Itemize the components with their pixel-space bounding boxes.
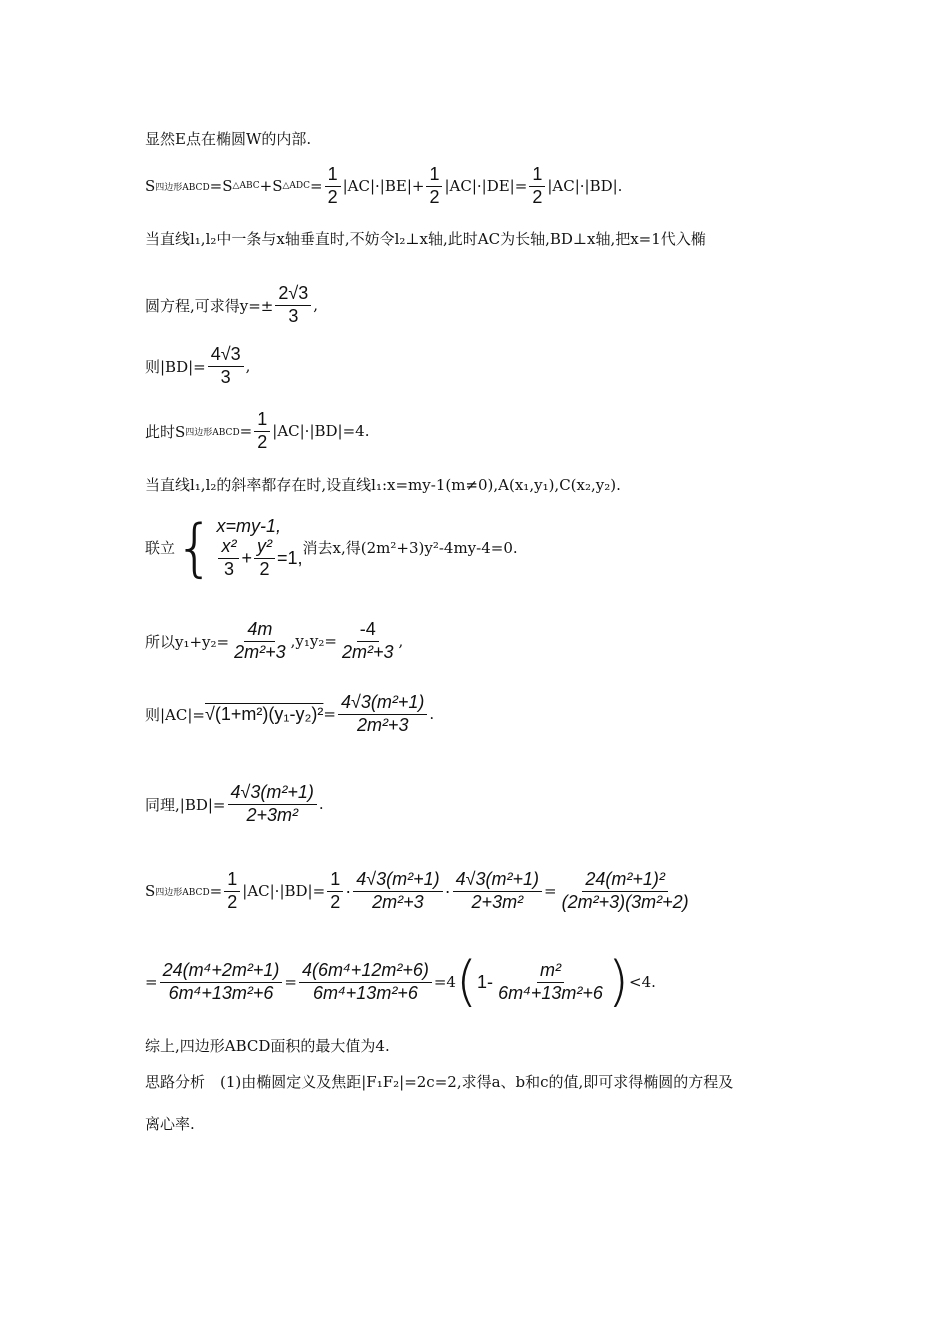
line-text: 综上,四边形ABCD面积的最大值为4. <box>145 1037 390 1055</box>
fraction-half <box>325 165 341 208</box>
numerator: 24(m²+1)² <box>582 870 668 892</box>
text-line-9 <box>145 620 403 663</box>
numerator: -4 <box>357 620 379 642</box>
denominator: 2 <box>429 186 440 207</box>
text: =1, <box>276 547 303 568</box>
denominator: 2+3m² <box>471 891 524 912</box>
s-symbol: S <box>145 177 156 196</box>
numerator: 4m <box>244 620 275 642</box>
numerator: 1 <box>426 165 442 187</box>
numerator: y² <box>254 537 275 559</box>
text: 所以y₁+y₂= <box>145 632 230 651</box>
text-line-7 <box>145 474 621 495</box>
text: = <box>544 882 557 901</box>
denominator: 2m²+3 <box>372 891 424 912</box>
text: = <box>323 705 336 724</box>
text-line-14 <box>145 1035 390 1056</box>
fraction <box>339 620 397 663</box>
numerator: 24(m⁴+2m²+1) <box>160 961 283 983</box>
denominator: (2m²+3)(3m²+2) <box>561 891 689 912</box>
text: , <box>313 296 319 315</box>
text-line-16 <box>145 1113 195 1134</box>
text: |AC|·|BD|=4. <box>272 422 370 441</box>
denominator: 3 <box>223 558 234 579</box>
denominator: 2 <box>259 558 270 579</box>
denominator: 2m²+3 <box>234 641 286 662</box>
area-formula-line <box>145 870 694 913</box>
fraction <box>453 870 542 913</box>
text: 同理,|BD|= <box>145 795 226 814</box>
numerator: 1 <box>224 870 240 892</box>
text: = <box>284 973 297 991</box>
text: =S <box>209 177 233 196</box>
right-paren: ) <box>607 950 629 1013</box>
text: 则|AC|= <box>145 705 205 724</box>
line-text: 离心率. <box>145 1115 195 1133</box>
equation-2 <box>216 537 302 580</box>
numerator: 4(6m⁴+12m²+6) <box>299 961 432 983</box>
text: . <box>318 795 324 814</box>
denominator: 3 <box>220 366 231 387</box>
text: 联立 <box>145 539 176 558</box>
numerator: 4√3 <box>208 345 244 367</box>
text: 1- <box>477 971 494 992</box>
text: |AC|·|DE|= <box>444 177 528 196</box>
fraction <box>559 870 692 913</box>
text: = <box>145 973 158 991</box>
numerator: 1 <box>529 165 545 187</box>
numerator: 1 <box>325 165 341 187</box>
left-brace: { <box>175 510 215 584</box>
text-line-15 <box>145 1071 733 1092</box>
left-paren: ( <box>455 950 478 1013</box>
text: +S <box>259 177 283 196</box>
fraction <box>218 537 239 580</box>
denominator: 2m²+3 <box>356 714 409 735</box>
area-sum-line <box>145 165 622 208</box>
denominator: 2 <box>227 891 238 912</box>
subscript: 四边形ABCD <box>155 182 210 193</box>
text: = <box>310 177 323 196</box>
numerator: 2√3 <box>275 284 311 306</box>
text: =4 <box>433 973 456 991</box>
text: . <box>429 705 435 724</box>
dot: · <box>444 880 451 901</box>
fraction <box>495 961 606 1004</box>
fraction-half <box>254 410 270 453</box>
text: |AC|·|BD|. <box>547 177 623 196</box>
subscript: △ABC <box>232 181 260 192</box>
text: S <box>145 882 156 901</box>
fraction <box>299 961 432 1004</box>
numerator: 1 <box>254 410 270 432</box>
denominator: 3 <box>288 305 299 326</box>
fraction <box>160 961 283 1004</box>
dot: · <box>345 880 352 901</box>
fraction-half <box>224 870 240 913</box>
fraction <box>231 620 289 663</box>
text-line-3 <box>145 228 706 249</box>
system-line <box>145 510 518 584</box>
denominator: 2+3m² <box>246 804 298 825</box>
text-line-4 <box>145 284 318 327</box>
text: ,y₁y₂= <box>290 632 337 651</box>
text: 消去x,得(2m²+3)y²-4my-4=0. <box>302 539 518 558</box>
numerator: m² <box>537 961 564 983</box>
denominator: 6m⁴+13m²+6 <box>312 982 418 1003</box>
subscript: 四边形ABCD <box>185 427 240 438</box>
line-text: 思路分析 (1)由椭圆定义及焦距|F₁F₂|=2c=2,求得a、b和c的值,即可求得椭圆的方程及 <box>145 1073 734 1091</box>
square-root: √(1+m²)(y₁-y₂)² <box>205 703 324 724</box>
line-text: 当直线l₁,l₂的斜率都存在时,设直线l₁:x=my-1(m≠0),A(x₁,y₁),C(x₂,y₂). <box>145 476 621 494</box>
text: = <box>209 882 223 901</box>
text: |AC|·|BD|= <box>242 882 326 901</box>
denominator: 2 <box>330 891 341 912</box>
denominator: 2 <box>257 431 268 452</box>
simplification-line <box>145 950 656 1013</box>
fraction <box>228 783 317 826</box>
text: |AC|·|BE|+ <box>342 177 425 196</box>
subscript: △ADC <box>282 181 311 192</box>
text-line-1 <box>145 128 311 149</box>
text: 圆方程,可求得y=± <box>145 296 274 315</box>
numerator: 1 <box>327 870 343 892</box>
text: , <box>245 357 251 376</box>
numerator: 4√3(m²+1) <box>453 870 542 892</box>
line-text: 显然E点在椭圆W的内部. <box>145 130 312 148</box>
text: = <box>239 422 253 441</box>
fraction-half <box>426 165 442 208</box>
fraction-half <box>529 165 545 208</box>
text: 此时S <box>145 422 186 441</box>
line-text: 当直线l₁,l₂中一条与x轴垂直时,不妨令l₂⊥x轴,此时AC为长轴,BD⊥x轴,把x=1代入椭 <box>145 230 706 248</box>
numerator: 4√3(m²+1) <box>338 693 427 715</box>
fraction-half <box>327 870 343 913</box>
subscript: 四边形ABCD <box>155 887 210 898</box>
denominator: 6m⁴+13m²+6 <box>168 982 274 1003</box>
numerator: 4√3(m²+1) <box>228 783 317 805</box>
fraction <box>338 693 427 736</box>
fraction <box>254 537 275 580</box>
text-line-5 <box>145 345 250 388</box>
text-line-11 <box>145 783 324 826</box>
equation-1: x=my-1, <box>216 516 281 536</box>
numerator: 4√3(m²+1) <box>353 870 442 892</box>
text-line-6 <box>145 410 370 453</box>
plus: + <box>241 547 252 568</box>
equation-system <box>216 516 302 580</box>
text: <4. <box>629 973 656 991</box>
denominator: 6m⁴+13m²+6 <box>498 982 603 1003</box>
denominator: 2 <box>327 186 338 207</box>
denominator: 2 <box>532 186 543 207</box>
fraction <box>208 345 244 388</box>
numerator: x² <box>218 537 239 559</box>
text: , <box>398 632 404 651</box>
text-line-10 <box>145 693 434 736</box>
denominator: 2m²+3 <box>341 641 394 662</box>
text: 则|BD|= <box>145 357 206 376</box>
fraction <box>275 284 311 327</box>
fraction <box>353 870 442 913</box>
